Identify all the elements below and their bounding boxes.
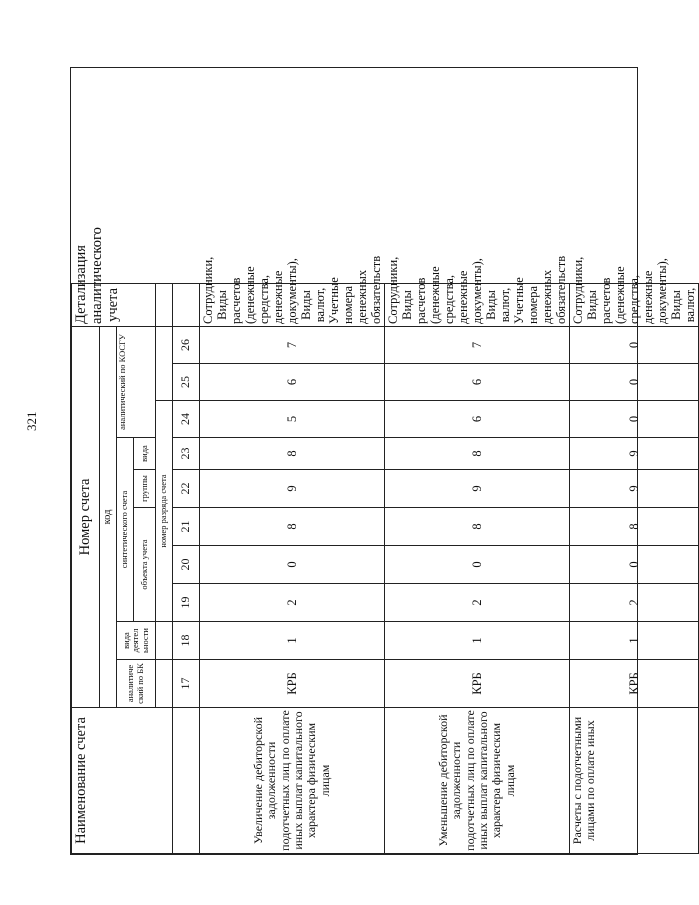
code-cell: 0 — [570, 546, 699, 584]
code-cell: 2 — [385, 584, 570, 622]
code-cell: 8 — [385, 438, 570, 470]
header-spacer-left — [156, 660, 173, 708]
page-number: 321 — [24, 411, 39, 431]
code-cell: 2 — [200, 584, 385, 622]
header-account-number: Номер счета — [72, 326, 100, 707]
digit-17: 17 — [173, 660, 200, 708]
row-name: Расчеты с подотчетными лицами по оплате иных — [570, 708, 699, 854]
code-cell: 9 — [385, 470, 570, 508]
digit-26: 26 — [173, 326, 200, 363]
digit-19: 19 — [173, 584, 200, 622]
row-name: Увеличение дебиторской задолженности подотчетных лиц по оплате иных выплат капитального характера физическим лицам — [200, 708, 385, 854]
code-cell: 0 — [570, 326, 699, 363]
code-cell: 8 — [200, 508, 385, 546]
table-rotor — [71, 68, 697, 854]
header-digit-number: номер разряда счета — [156, 401, 173, 622]
header-name: Наименование счета — [72, 708, 173, 854]
code-cell: 6 — [200, 364, 385, 401]
digit-24: 24 — [173, 401, 200, 438]
code-cell: 6 — [385, 364, 570, 401]
code-cell: 2 — [570, 584, 699, 622]
code-cell: 5 — [200, 401, 385, 438]
header-activity-type: вида деятел ьности — [117, 622, 156, 660]
code-cell: 7 — [200, 326, 385, 363]
code-cell: 8 — [570, 508, 699, 546]
digit-22: 22 — [173, 470, 200, 508]
digit-21: 21 — [173, 508, 200, 546]
code-cell: 0 — [570, 364, 699, 401]
header-group: группы — [134, 470, 156, 508]
digit-25: 25 — [173, 364, 200, 401]
code-cell: КРБ — [570, 660, 699, 708]
header-object: объекта учета — [134, 508, 156, 622]
code-cell: 7 — [385, 326, 570, 363]
code-cell: КРБ — [385, 660, 570, 708]
header-spacer-detail — [156, 283, 173, 326]
table-row — [570, 67, 699, 853]
header-detail: Детализация аналитического учета — [72, 283, 156, 326]
header-analytical-kosgu: аналитический по КОСГУ — [117, 326, 156, 437]
header-spacer-kosgu-2 — [156, 326, 173, 363]
row-detail: Сотрудники, Виды расчетов (денежные средства, денежные документы), Виды валют, Учетные номера денежных обязательств — [385, 283, 570, 326]
code-cell: 0 — [570, 401, 699, 438]
code-cell: 0 — [385, 546, 570, 584]
row-detail: Сотрудники, Виды расчетов (денежные средства, денежные документы), Виды валют, — [570, 283, 699, 326]
header-detail-blank — [173, 283, 200, 326]
header-synthetic: синтетического счета — [117, 438, 134, 622]
row-name: Уменьшение дебиторской задолженности подотчетных лиц по оплате иных выплат капитального характера физическим лицам — [385, 708, 570, 854]
code-cell: 1 — [570, 622, 699, 660]
code-cell: 0 — [200, 546, 385, 584]
header-analytical-bk: аналитиче ский по БК — [117, 660, 156, 708]
code-cell: 1 — [200, 622, 385, 660]
accounts-table — [71, 67, 699, 854]
header-spacer-mid — [156, 622, 173, 660]
table-row — [385, 67, 570, 853]
header-kod: код — [100, 326, 117, 707]
code-cell: 6 — [385, 401, 570, 438]
rotated-table-frame — [70, 67, 697, 855]
code-cell: 9 — [570, 438, 699, 470]
header-spacer-kosgu — [156, 364, 173, 401]
digit-23: 23 — [173, 438, 200, 470]
code-cell: 9 — [570, 470, 699, 508]
digit-18: 18 — [173, 622, 200, 660]
header-name-blank — [173, 708, 200, 854]
code-cell: 8 — [200, 438, 385, 470]
code-cell: 8 — [385, 508, 570, 546]
table-row — [200, 67, 385, 853]
code-cell: 1 — [385, 622, 570, 660]
header-kind: вида — [134, 438, 156, 470]
digit-20: 20 — [173, 546, 200, 584]
code-cell: КРБ — [200, 660, 385, 708]
code-cell: 9 — [200, 470, 385, 508]
row-detail: Сотрудники, Виды расчетов (денежные средства, денежные документы), Виды валют, Учетные номера денежных обязательств — [200, 283, 385, 326]
